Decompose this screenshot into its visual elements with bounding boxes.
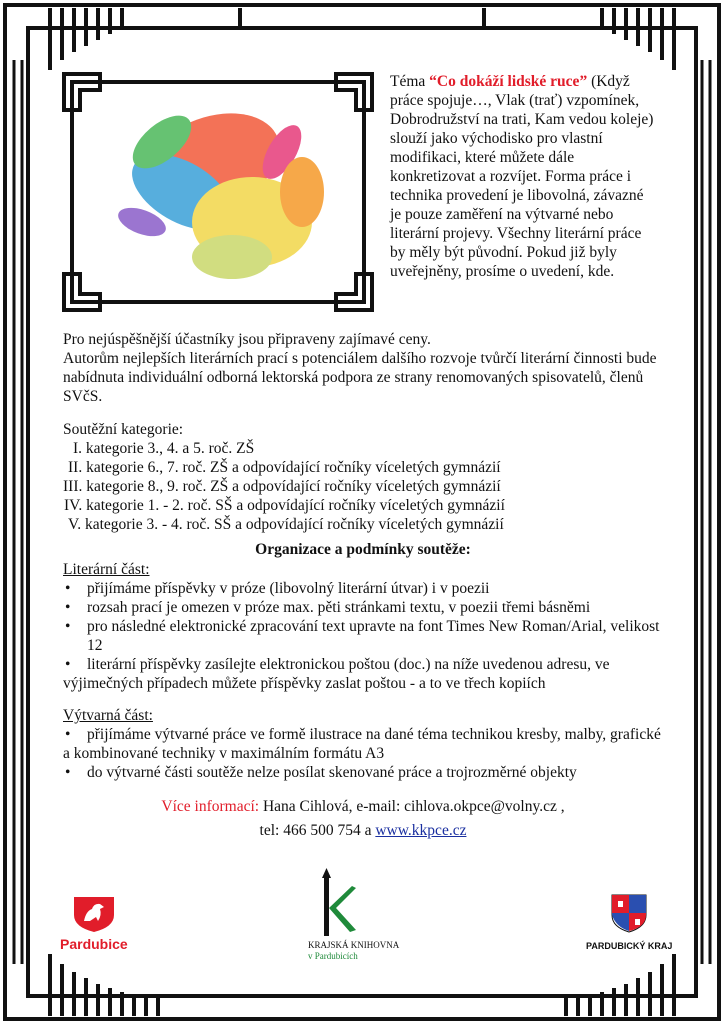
theme-paragraph	[390, 72, 658, 281]
contact-email: Hana Cihlová, e-mail: cihlova.okpce@volny.cz ,	[259, 798, 565, 815]
contact-phone: tel: 466 500 754 a	[259, 822, 376, 839]
pardubice-horse-icon	[70, 893, 118, 933]
list-item	[63, 725, 663, 763]
list-item	[63, 655, 663, 693]
category-item: II. kategorie 6., 7. roč. ZŠ a odpovídající ročníky víceletých gymnázií	[68, 459, 501, 476]
list-item-text: • literární příspěvky zasílejte elektronickou poštou (doc.) na níže uvedenou adresu, ve výjimečných případech můžete příspěvky zaslat poštou - a to ve třech kopiích	[63, 656, 610, 692]
literary-heading: Literární část:	[63, 561, 150, 578]
list-item: • rozsah prací je omezen v próze max. pěti stránkami textu, v poezii třemi básněmi	[63, 598, 663, 617]
intro-section	[63, 330, 663, 406]
library-caption	[308, 940, 399, 962]
website-link[interactable]: www.kkpce.cz	[375, 822, 467, 839]
hands-illustration	[62, 72, 374, 312]
pardubice-caption: Pardubice	[60, 936, 128, 952]
support-paragraph: Autorům nejlepších literárních prací s potenciálem dalšího rozvoje tvůrčí literární činnosti bude nabídnuta individuální odborná lektorská podpora ze strany renomovaných spisovatelů, členů SVčS.	[63, 350, 657, 405]
category-item: IV. kategorie 1. - 2. roč. SŠ a odpovídající ročníky víceletých gymnázií	[64, 497, 505, 514]
visual-heading: Výtvarná část:	[63, 707, 153, 724]
categories-heading: Soutěžní kategorie:	[63, 421, 184, 438]
category-item: V. kategorie 3. - 4. roč. SŠ a odpovídající ročníky víceletých gymnázií	[68, 516, 504, 533]
theme-text: (Když práce spojuje…, Vlak (trať) vzpomínek, Dobrodružství na trati, Kam vedou koleje) slouží jako východisko pro vlastní modifikaci, které můžete dále konkretizovat a rozvíjet. Forma práce i technika provedení je libovolná, závazné je pouze zaměření na výtvarné nebo literární projevy. Všechny literární práce by měly být původní. Pokud již byly uveřejněny, prosíme o uvedení, kde.	[390, 73, 654, 280]
library-logo-icon	[312, 868, 362, 938]
list-item: • pro následné elektronické zpracování text upravte na font Times New Roman/Arial, velikost 12	[63, 617, 663, 655]
library-caption-line2: v Pardubicích	[308, 951, 358, 961]
region-caption: PARDUBICKÝ KRAJ	[586, 941, 673, 951]
visual-section	[63, 706, 663, 782]
list-item: • přijímáme příspěvky v próze (libovolný literární útvar) i v poezii	[63, 579, 663, 598]
literary-section	[63, 560, 663, 693]
region-coat-of-arms-icon	[610, 893, 648, 933]
list-item-text: • přijímáme výtvarné práce ve formě ilustrace na dané téma technikou kresby, malby, grafické a kombinované techniky v maximálním formátu A3	[63, 726, 661, 762]
categories-section	[63, 420, 663, 534]
list-item: • do výtvarné části soutěže nelze posílat skenované práce a trojrozměrné objekty	[63, 763, 663, 782]
theme-title: “Co dokáží lidské ruce”	[429, 73, 588, 90]
library-caption-line1: KRAJSKÁ KNIHOVNA	[308, 940, 400, 950]
category-item: I. kategorie 3., 4. a 5. roč. ZŠ	[73, 440, 255, 457]
theme-prefix: Téma	[390, 73, 430, 90]
contact-label: Více informací:	[161, 798, 260, 815]
category-item: III. kategorie 8., 9. roč. ZŠ a odpovídající ročníky víceletých gymnázií	[63, 478, 501, 495]
organization-title: Organizace a podmínky soutěže:	[255, 541, 471, 558]
prizes-line: Pro nejúspěšnější účastníky jsou připraveny zajímavé ceny.	[63, 331, 431, 348]
contact-section	[63, 795, 663, 843]
